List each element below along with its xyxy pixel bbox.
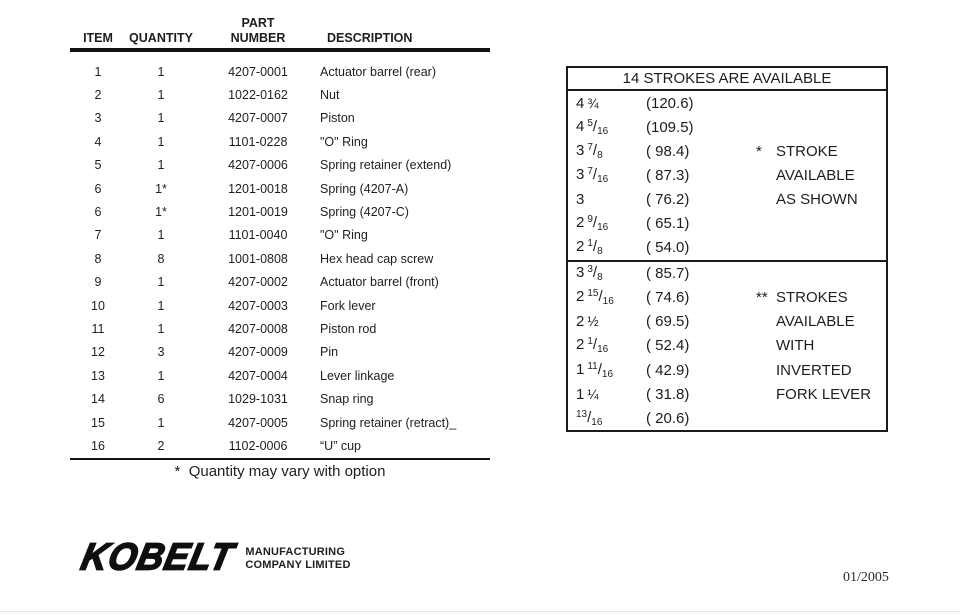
parts-item: 6 [94,181,102,196]
header-part-line1: PART [241,16,275,30]
parts-part-number: 1022-0162 [228,88,288,103]
stroke-mm-value: ( 54.0) [646,239,690,257]
stroke-fraction: $^1/_{16}$ [587,336,609,356]
stroke-mm-value: ( 69.5) [646,313,690,331]
parts-quantity: 1 [157,368,165,383]
parts-quantity: 1 [157,321,165,336]
parts-part-number: 4207-0006 [228,158,288,173]
page-edge-line [0,611,960,612]
revision-date: 01/2005 [843,570,889,585]
kobelt-logo [77,535,351,579]
parts-quantity: 1 [157,134,165,149]
parts-part-number: 1001-0808 [228,251,288,266]
parts-table-row [70,154,490,177]
parts-part-number: 1101-0228 [228,134,288,149]
stroke-value [576,166,646,185]
parts-quantity: 1 [157,275,165,290]
stroke-whole: 1 [576,385,585,403]
parts-item: 10 [91,298,105,313]
parts-item: 5 [94,158,102,173]
strokes-section-2 [568,262,886,431]
parts-quantity: 1* [155,205,167,220]
stroke-row [568,236,886,260]
parts-quantity: 6 [157,392,165,407]
parts-quantity: 1 [157,228,165,243]
parts-item: 14 [91,392,105,407]
company-name-text [245,546,350,571]
stroke-row [568,115,886,139]
parts-description: Snap ring [320,392,374,407]
parts-table-row [70,130,490,153]
parts-item: 6 [94,205,102,220]
stroke-note: FORK LEVER [776,385,872,403]
parts-table-row [70,83,490,106]
stroke-mm-value: ( 65.1) [646,215,690,233]
parts-description: Piston [320,111,355,126]
parts-part-number: 1029-1031 [228,392,288,407]
stroke-whole: 2 [576,288,585,306]
parts-part-number: 4207-0001 [228,64,288,79]
parts-description: Piston rod [320,321,377,336]
stroke-fraction: $^7/_{16}$ [587,165,609,185]
stroke-row [568,91,886,115]
parts-description: Lever linkage [320,368,395,383]
parts-description: Spring (4207-A) [320,181,409,196]
parts-part-number: 1201-0018 [228,181,288,196]
stroke-row [568,187,886,211]
parts-description: Fork lever [320,298,376,313]
parts-description: Spring retainer (extend) [320,158,452,173]
stroke-row [568,382,886,406]
parts-part-number: 4207-0007 [228,111,288,126]
stroke-mm-value: (120.6) [646,94,694,112]
stroke-whole: 2 [576,336,585,354]
company-line2: COMPANY LIMITED [245,558,351,571]
parts-table-row [70,294,490,317]
stroke-row [568,211,886,235]
parts-table-row [70,411,490,434]
stroke-whole: 3 [576,264,585,282]
parts-quantity: 8 [157,251,165,266]
parts-table-row [70,247,490,270]
parts-item: 13 [91,368,105,383]
header-description: DESCRIPTION [327,31,413,45]
stroke-value [576,409,646,428]
parts-table-row [70,271,490,294]
stroke-fraction: $^3/_8$ [587,264,603,284]
stroke-row [568,406,886,430]
parts-item: 9 [94,275,102,290]
stroke-note-marker: ** [756,289,768,307]
parts-part-number: 1101-0040 [228,228,288,243]
parts-quantity: 2 [157,438,165,453]
parts-part-number: 4207-0004 [228,368,288,383]
parts-table-row [70,177,490,200]
parts-part-number: 4207-0009 [228,345,288,360]
stroke-whole: 4 [576,117,585,135]
stroke-fraction: $^{13}/_{16}$ [576,408,603,428]
parts-quantity: 1 [157,298,165,313]
stroke-value [576,95,646,112]
stroke-whole: 2 [576,238,585,256]
parts-table [70,16,490,480]
parts-description: Spring (4207-C) [320,205,409,220]
stroke-value [576,191,646,208]
parts-item: 8 [94,251,102,266]
parts-part-number: 4207-0005 [228,415,288,430]
stroke-value [576,386,646,403]
parts-description: Nut [320,88,340,103]
parts-header-line1 [70,16,490,31]
stroke-value [576,118,646,137]
parts-item: 3 [94,111,102,126]
stroke-mm-value: ( 20.6) [646,409,690,427]
parts-description: Hex head cap screw [320,251,434,266]
parts-item: 11 [91,321,105,336]
parts-table-row [70,317,490,340]
stroke-value [576,336,646,355]
stroke-value [576,142,646,161]
parts-part-number: 4207-0002 [228,275,288,290]
stroke-row [568,163,886,187]
stroke-note: STROKE [776,142,838,160]
parts-description: Actuator barrel (rear) [320,64,437,79]
parts-table-row [70,224,490,247]
stroke-row [568,334,886,358]
stroke-note: STROKES [776,289,848,307]
parts-table-row [70,107,490,130]
stroke-mm-value: ( 42.9) [646,361,690,379]
parts-quantity: 1 [157,64,165,79]
stroke-fraction: $^{11}/_{16}$ [587,360,614,380]
parts-item: 12 [91,345,105,360]
parts-quantity: 1 [157,111,165,126]
parts-table-row [70,60,490,83]
kobelt-logo-wordmark: KOBELT [77,535,239,579]
stroke-value [576,313,646,330]
strokes-table-title: 14 STROKES ARE AVAILABLE [568,68,886,91]
stroke-note: WITH [776,337,815,355]
stroke-value [576,361,646,380]
stroke-whole: 3 [576,190,585,208]
strokes-table [566,66,888,432]
parts-part-number: 1201-0019 [228,205,288,220]
parts-table-body [70,60,490,460]
stroke-row [568,262,886,286]
stroke-fraction: $^5/_{16}$ [587,117,609,137]
stroke-mm-value: ( 74.6) [646,289,690,307]
parts-description: Pin [320,345,339,360]
stroke-note-marker: * [756,142,762,160]
parts-description: Spring retainer (retract)_ [320,415,457,430]
parts-item: 4 [94,134,102,149]
parts-description: “U” cup [320,438,361,453]
stroke-fraction: $^9/_{16}$ [587,214,609,234]
stroke-whole: 1 [576,360,585,378]
stroke-value [576,238,646,257]
stroke-note: AVAILABLE [776,166,855,184]
stroke-mm-value: ( 98.4) [646,142,690,160]
parts-table-row [70,387,490,410]
stroke-fraction: $^7/_8$ [587,141,603,161]
stroke-fraction: ½ [587,314,599,330]
parts-quantity: 1 [157,158,165,173]
stroke-mm-value: ( 52.4) [646,337,690,355]
stroke-mm-value: (109.5) [646,118,694,136]
parts-table-row [70,434,490,457]
parts-part-number: 4207-0008 [228,321,288,336]
stroke-whole: 4 [576,94,585,112]
parts-item: 15 [91,415,105,430]
stroke-whole: 2 [576,214,585,232]
stroke-whole: 3 [576,141,585,159]
parts-table-row [70,341,490,364]
company-line1: MANUFACTURING [245,546,346,558]
stroke-whole: 2 [576,313,585,331]
parts-description: "O" Ring [320,228,368,243]
stroke-mm-value: ( 31.8) [646,385,690,403]
parts-item: 2 [94,88,102,103]
parts-table-row [70,364,490,387]
stroke-row [568,310,886,334]
parts-description: Actuator barrel (front) [320,275,439,290]
stroke-row [568,139,886,163]
parts-item: 16 [91,438,105,453]
stroke-note: INVERTED [776,361,852,379]
header-part-line2: NUMBER [230,31,286,45]
stroke-value [576,264,646,283]
parts-table-header [70,16,490,52]
header-item: ITEM [83,31,113,45]
stroke-fraction: $^1/_8$ [587,238,603,258]
parts-quantity: 1 [157,88,165,103]
parts-quantity: 1* [155,181,167,196]
stroke-mm-value: ( 87.3) [646,166,690,184]
stroke-value [576,288,646,307]
stroke-value [576,214,646,233]
stroke-row [568,286,886,310]
stroke-fraction: ¾ [587,95,599,111]
parts-quantity: 3 [157,345,165,360]
stroke-fraction: $^{15}/_{16}$ [587,288,614,308]
parts-item: 7 [94,228,102,243]
parts-quantity: 1 [157,415,165,430]
parts-footnote: * Quantity may vary with option [174,462,386,480]
strokes-section-1 [568,91,886,262]
parts-part-number: 1102-0006 [228,438,288,453]
stroke-fraction: ¼ [587,386,599,402]
stroke-whole: 3 [576,165,585,183]
parts-header-line2 [70,31,490,46]
parts-part-number: 4207-0003 [228,298,288,313]
stroke-note: AS SHOWN [776,190,858,208]
stroke-mm-value: ( 85.7) [646,265,690,283]
stroke-note: AVAILABLE [776,313,855,331]
parts-table-row [70,200,490,223]
stroke-mm-value: ( 76.2) [646,190,690,208]
parts-description: "O" Ring [320,134,368,149]
stroke-row [568,358,886,382]
header-quantity: QUANTITY [129,31,193,45]
parts-item: 1 [94,64,102,79]
